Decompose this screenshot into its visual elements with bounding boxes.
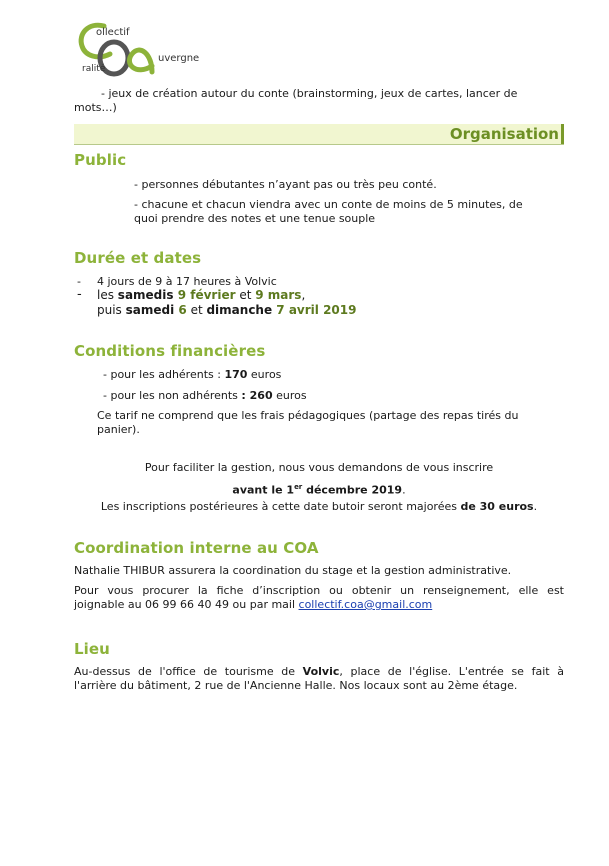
duree-line-2: [97, 288, 305, 303]
public-item-1: - personnes débutantes n’ayant pas ou très peu conté.: [134, 178, 437, 191]
duree-l3-date-1: 6: [174, 303, 187, 317]
intro-line-2: mots…): [74, 101, 117, 114]
duree-heading: Durée et dates: [74, 249, 202, 267]
lieu-heading: Lieu: [74, 640, 110, 658]
banner-title: Organisation: [449, 125, 559, 143]
duree-l2-date-2: 9 mars: [255, 288, 302, 302]
duree-bullet-2: -: [77, 287, 82, 302]
public-heading: Public: [74, 151, 127, 169]
duree-l2-samedis: samedis: [117, 288, 174, 302]
duree-l2-et: et: [235, 288, 256, 302]
lieu-l1-c: , place de l'église. L'entrée se fait à: [339, 665, 564, 678]
price-adherents-value: 170: [224, 368, 248, 381]
duree-l3-puis: puis: [97, 303, 126, 317]
coordination-heading: Coordination interne au COA: [74, 539, 319, 557]
duree-l2-comma: ,: [301, 288, 306, 302]
duree-l2-date-1: 9 février: [173, 288, 236, 302]
tarif-line-1: Ce tarif ne comprend que les frais pédagogiques (partage des repas tirés du: [97, 409, 519, 422]
inscription-l3-dot: .: [533, 500, 538, 513]
coordination-line-2: Pour vous procurer la fiche d’inscription ou obtenir un renseignement, elle est: [74, 584, 564, 597]
inscription-l3-text: Les inscriptions postérieures à cette date butoir seront majorées: [100, 500, 461, 513]
inscription-deadline-a: avant le 1: [232, 483, 295, 497]
logo-word-oralite: ralité: [82, 64, 106, 74]
intro-line-1: - jeux de création autour du conte (brainstorming, jeux de cartes, lancer de: [101, 87, 518, 100]
price-non-adherents-value: : 260: [241, 389, 273, 402]
lieu-line-2: l'arrière du bâtiment, 2 rue de l'Ancienne Halle. Nos locaux sont au 2ème étage.: [74, 679, 518, 692]
lieu-line-1: [74, 664, 564, 679]
tarif-line-2: panier).: [97, 423, 140, 436]
logo-word-collectif: ollectif: [96, 27, 130, 38]
public-item-2-line-1: - chacune et chacun viendra avec un conte de moins de 5 minutes, de: [134, 198, 523, 211]
inscription-line-3: [74, 499, 564, 514]
price-non-adherents-label: - pour les non adhérents: [103, 389, 242, 402]
banner-divider: [74, 144, 564, 145]
inscription-deadline-sup: er: [294, 483, 303, 491]
price-adherents: [103, 367, 281, 382]
price-non-adherents-unit: euros: [272, 389, 307, 402]
price-non-adherents: [103, 388, 307, 403]
coordination-phone-text: joignable au 06 99 66 40 49 ou par mail: [74, 598, 299, 611]
organisation-banner: [74, 124, 564, 144]
email-link[interactable]: collectif.coa@gmail.com: [298, 598, 433, 611]
duree-bullet-1: -: [77, 275, 81, 288]
duree-line-3: [97, 303, 356, 318]
duree-l3-date-2: 7 avril 2019: [272, 303, 357, 317]
lieu-l1-a: Au-dessus de l'office de tourisme de: [74, 665, 303, 678]
public-item-2-line-2: quoi prendre des notes et une tenue souple: [134, 212, 376, 225]
coa-logo: [74, 20, 224, 82]
price-adherents-unit: euros: [247, 368, 282, 381]
inscription-l3-amount: de 30 euros: [460, 500, 534, 513]
lieu-l1-volvic: Volvic: [302, 665, 340, 678]
inscription-deadline-b: décembre 2019: [302, 483, 403, 497]
inscription-line-1: Pour faciliter la gestion, nous vous demandons de vous inscrire: [144, 461, 494, 474]
coordination-line-1: Nathalie THIBUR assurera la coordination du stage et la gestion administrative.: [74, 564, 512, 577]
inscription-line-2: [74, 480, 564, 498]
logo-word-auvergne: uvergne: [158, 53, 200, 64]
coordination-line-3: [74, 597, 432, 612]
duree-l3-dimanche: dimanche: [206, 303, 273, 317]
duree-l3-et: et: [186, 303, 207, 317]
inscription-deadline-dot: .: [402, 483, 406, 497]
duree-line-1: 4 jours de 9 à 17 heures à Volvic: [97, 275, 277, 288]
conditions-heading: Conditions financières: [74, 342, 266, 360]
price-adherents-label: - pour les adhérents :: [103, 368, 225, 381]
duree-l3-samedi: samedi: [125, 303, 175, 317]
duree-l2-a: les: [97, 288, 118, 302]
